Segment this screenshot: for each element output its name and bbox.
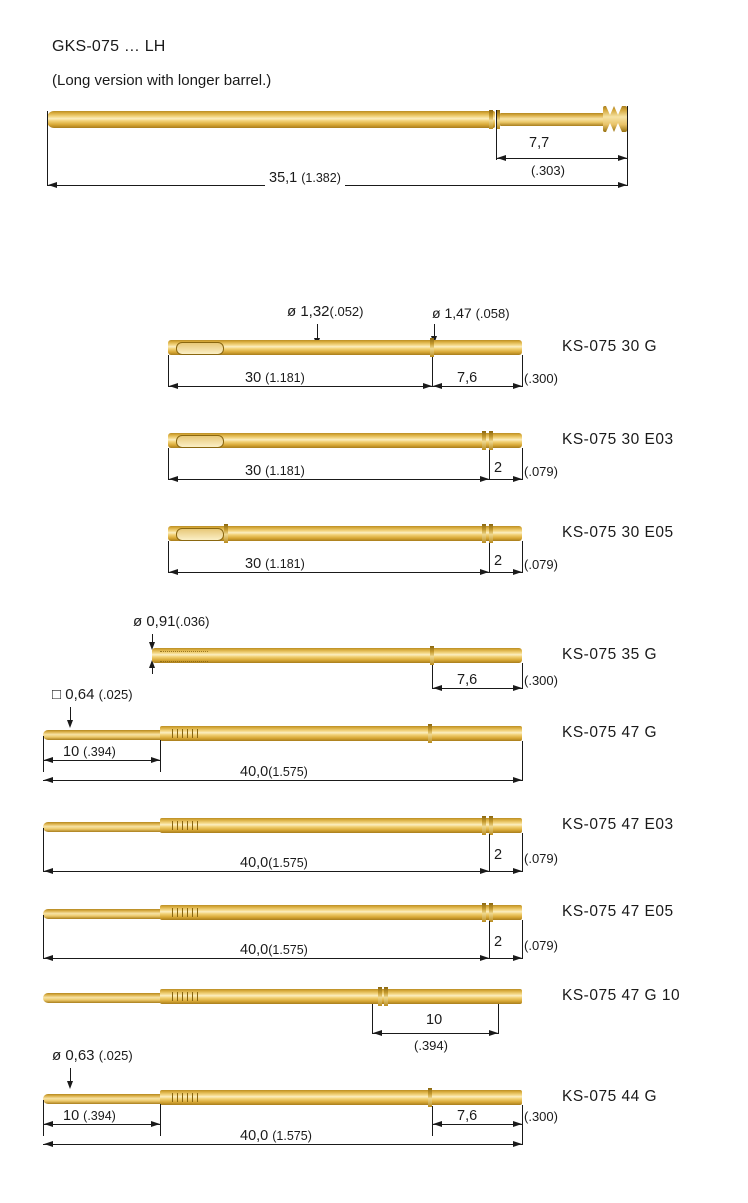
arrow-right [513, 1141, 522, 1147]
ext-line [489, 834, 490, 872]
ext-line [43, 1100, 44, 1136]
dim-line [168, 386, 432, 387]
dim-6-0: 40,0(1.575) [236, 942, 312, 958]
dim-line [168, 572, 489, 573]
ext-line [627, 160, 628, 186]
variant-label-7: KS-075 47 G 10 [562, 987, 681, 1004]
dim-line [43, 1144, 522, 1145]
arrow-left [44, 955, 53, 961]
variant-label-2: KS-075 30 E05 [562, 524, 674, 541]
variant-label-1: KS-075 30 E03 [562, 431, 674, 448]
dim-35-1: 35,1 (1.382) [265, 170, 345, 186]
dim-2-1-value: 2 [494, 553, 503, 569]
ext-line [522, 1105, 523, 1145]
ext-line [498, 1004, 499, 1034]
arrow-left [497, 155, 506, 161]
arrow-right [618, 155, 627, 161]
variant-label-5: KS-075 47 E03 [562, 816, 674, 833]
dim-0-1-value: 7,6 [454, 370, 480, 386]
arrow-right [480, 868, 489, 874]
dim-4-0: 10 (.394) [60, 744, 119, 760]
ext-line [43, 828, 44, 872]
ext-line [627, 106, 628, 160]
dim-line [432, 386, 522, 387]
arrow-left [44, 777, 53, 783]
arrow-right [513, 777, 522, 783]
arrow-right [480, 955, 489, 961]
dim-5-0: 40,0(1.575) [236, 855, 312, 871]
leader-line [152, 666, 153, 674]
dim-line [43, 1124, 160, 1125]
arrow-right [151, 1121, 160, 1127]
ext-line [522, 355, 523, 387]
dim-line [43, 958, 489, 959]
dim-line [43, 760, 160, 761]
dim-line [43, 780, 522, 781]
arrow-left [373, 1030, 382, 1036]
ext-line [160, 740, 161, 772]
arrow-down [67, 1081, 73, 1089]
variant-label-8: KS-075 44 G [562, 1088, 658, 1105]
dim-line [432, 688, 522, 689]
page-subtitle: (Long version with longer barrel.) [52, 72, 272, 89]
dim-5-1-inch: (.079) [524, 851, 558, 866]
arrow-left [169, 569, 178, 575]
ext-line [489, 921, 490, 959]
ext-line [522, 920, 523, 959]
arrow-right [489, 1030, 498, 1036]
dim-1-1-inch: (.079) [524, 464, 558, 479]
dim-0-1-inch: (.300) [524, 371, 558, 386]
dim-line [432, 1124, 522, 1125]
dim-1-1-value: 2 [494, 460, 503, 476]
ext-line [43, 915, 44, 959]
arrow-left [48, 182, 57, 188]
arrow-right [618, 182, 627, 188]
arrow-left [169, 383, 178, 389]
dim-2-0: 30 (1.181) [241, 556, 309, 572]
ext-line [522, 541, 523, 573]
arrow-right [513, 476, 522, 482]
dim-8-2-value: 7,6 [454, 1108, 480, 1124]
variant-label-6: KS-075 47 E05 [562, 903, 674, 920]
dim-6-1-inch: (.079) [524, 938, 558, 953]
callout-dia-132: ø 1,32(.052) [287, 303, 364, 320]
callout-dia-063: ø 0,63 (.025) [52, 1047, 133, 1064]
dim-0-0: 30 (1.181) [241, 370, 309, 386]
arrow-left [44, 757, 53, 763]
arrow-right [513, 1121, 522, 1127]
arrow-left [433, 1121, 442, 1127]
ext-line [489, 450, 490, 480]
arrow-down [67, 720, 73, 728]
dim-line [372, 1033, 498, 1034]
arrow-left [44, 868, 53, 874]
dim-line [168, 479, 489, 480]
callout-dia-147: ø 1,47 (.058) [432, 305, 510, 321]
dim-8-2-inch: (.300) [524, 1109, 558, 1124]
dim-8-0: 10 (.394) [60, 1108, 119, 1124]
arrow-right [513, 868, 522, 874]
arrow-left [169, 476, 178, 482]
dim-3-0-value: 7,6 [454, 672, 480, 688]
ext-line [522, 741, 523, 781]
ext-line [47, 111, 48, 186]
ext-line [522, 833, 523, 872]
dim-6-1-value: 2 [494, 934, 503, 950]
dim-line-7-7 [496, 158, 627, 159]
dim-1-0: 30 (1.181) [241, 463, 309, 479]
arrow-right [513, 569, 522, 575]
dim-7-7-value: 7,7 [529, 135, 550, 151]
dim-8-1: 40,0 (1.575) [236, 1128, 316, 1144]
arrow-left [433, 383, 442, 389]
ext-line [160, 1104, 161, 1136]
page-title: GKS-075 … LH [52, 38, 166, 55]
dim-7-0-inch: (.394) [414, 1038, 448, 1053]
dim-3-0-inch: (.300) [524, 673, 558, 688]
arrow-right [513, 383, 522, 389]
variant-label-0: KS-075 30 G [562, 338, 658, 355]
dim-2-1-inch: (.079) [524, 557, 558, 572]
variant-label-3: KS-075 35 G [562, 646, 658, 663]
ext-line [43, 736, 44, 772]
ext-line [496, 110, 497, 160]
arrow-right [513, 955, 522, 961]
arrow-right [423, 383, 432, 389]
callout-sq-064: □ 0,64 (.025) [52, 686, 133, 703]
dim-7-7-inch: (.303) [531, 163, 565, 178]
callout-dia-091: ø 0,91(.036) [133, 613, 210, 630]
ext-line [522, 448, 523, 480]
ext-line [489, 543, 490, 573]
arrow-left [44, 1141, 53, 1147]
arrow-right [480, 476, 489, 482]
arrow-right [480, 569, 489, 575]
arrow-left [433, 685, 442, 691]
arrow-left [44, 1121, 53, 1127]
dim-line [43, 871, 489, 872]
arrow-right [513, 685, 522, 691]
ext-line [522, 663, 523, 689]
dim-7-0-value: 10 [426, 1012, 443, 1028]
dim-5-1-value: 2 [494, 847, 503, 863]
variant-label-4: KS-075 47 G [562, 724, 658, 741]
arrow-right [151, 757, 160, 763]
dim-4-1: 40,0(1.575) [236, 764, 312, 780]
